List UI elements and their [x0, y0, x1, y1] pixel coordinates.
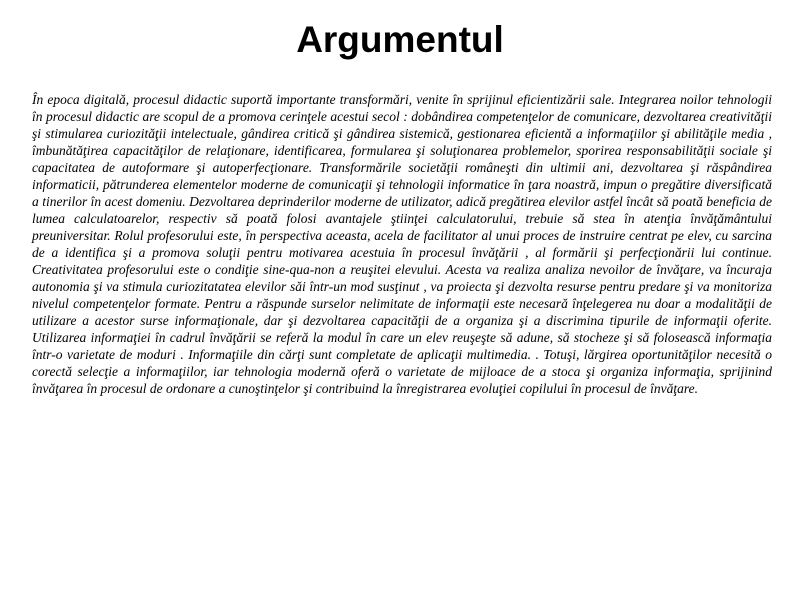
- slide-title: Argumentul: [296, 19, 504, 60]
- slide-body-text: În epoca digitală, procesul didactic suportă importante transformări, venite în sprijinul eficientizării sale. Integrarea noilor tehnologii în procesul didactic are scopul de a promova cerinţele acestui secol : dobândirea competenţelor de comunicare, dezvoltarea creativităţii şi stimularea curiozităţii intelectuale, gândirea critică şi gândirea sistemică, gestionarea eficientă a informaţiilor şi abilităţile media , îmbunătăţirea capacităţilor de relaţionare, identificarea, formularea şi soluţionarea problemelor, sporirea responsabilităţii sociale şi capacitatea de autoformare şi autoperfecţionare. Transformările societăţii româneşti din ultimii ani, dezvoltarea şi răspândirea informaticii, pătrunderea elementelor moderne de comunicaţii şi tehnologii informatice în ţara noastră, impun o pregătire diversificată a tinerilor în acest domeniu. Dezvoltarea deprinderilor moderne de utilizator, adică pregătirea elevilor astfel încât să poată beneficia de lumea calculatoarelor, respectiv să poată folosi avantajele ştiinţei calculatorului, trebuie să stea în atenţia învăţământului preuniversitar. Rolul profesorului este, în perspectiva aceasta, acela de facilitator al unui proces de instruire centrat pe elev, cu sarcina de a identifica şi a promova soluţii pentru motivarea acestuia în procesul învăţării , al formării şi perfecţionării lui continue. Creativitatea profesorului este o condiţie sine-qua-non a reuşitei elevului. Acesta va realiza analiza nevoilor de învăţare, va încuraja autonomia şi va stimula curiozitatatea elevilor săi într-un mod susţinut , va proiecta şi dezvolta resurse pentru predare şi va monitoriza nivelul competenţelor formate. Pentru a răspunde surselor nelimitate de informaţii este necesară înţelegerea nu doar a modalităţii de utilizare a acestor surse informaţionale, dar şi dezvoltarea capacităţii de a organiza şi a discrimina tipurile de informaţii oferite. Utilizarea informaţiei în cadrul învăţării se referă la modul în care un elev reuşeşte să adune, să stocheze şi să folosească informaţia într-o varietate de moduri . Informaţiile din cărţi sunt completate de aplicaţii multimedia. . Totuşi, lărgirea oportunităţilor necesită o corectă selecţie a informaţiilor, iar tehnologia modernă oferă o varietate de mijloace de a stoca şi organiza informaţia, sprijinind învăţarea în procesul de ordonare a cunoştinţelor şi contribuind la înregistrarea evoluţiei copilului în procesul de învăţare.: [32, 92, 772, 396]
